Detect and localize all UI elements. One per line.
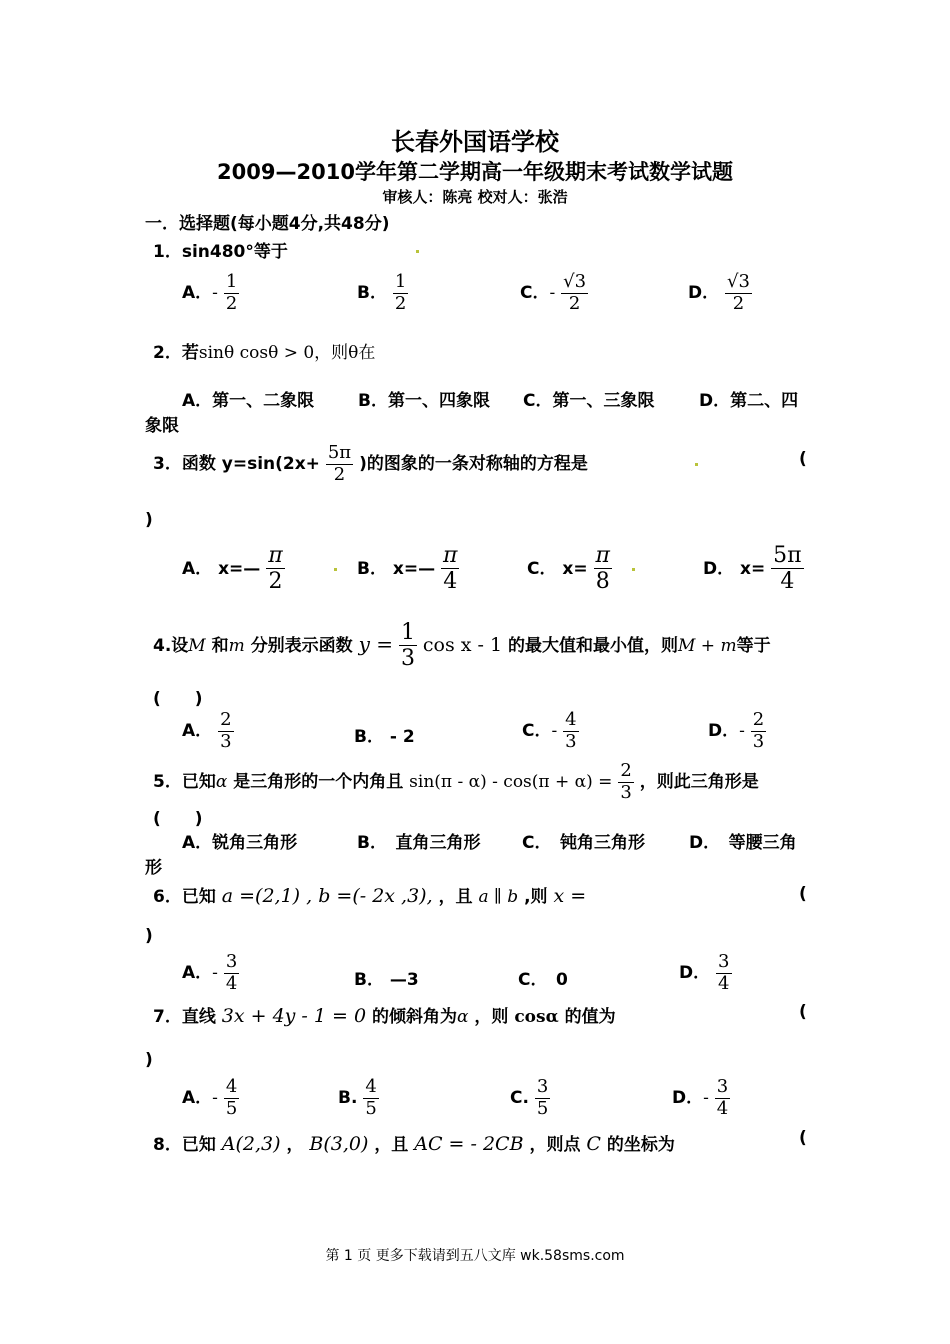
speck-mark (334, 568, 337, 571)
q1-option-a: A．- $\frac{1}{2}$ (182, 271, 238, 314)
q3-paren-open: ( (799, 449, 807, 469)
q3-option-a: A． x=— $\frac{\pi}{2}$ (182, 543, 283, 595)
q5-answer-blank: ( ) (153, 809, 203, 829)
q7-option-d: D．- $\frac{3}{4}$ (672, 1076, 729, 1119)
question-8-stem: 8．已知 A(2,3) ， B(3,0) ，且 AC = - 2CB ，则点 C 的坐标为 (153, 1133, 675, 1155)
q6-option-d: D． $\frac{3}{4}$ (679, 951, 730, 994)
q1-option-d: D． $\frac{√3}{2}$ (688, 271, 750, 314)
q4-option-d: D．- $\frac{2}{3}$ (708, 709, 765, 752)
q2-option-a: A．第一、二象限 (182, 391, 315, 411)
speck-mark (632, 568, 635, 571)
q7-paren-close: ) (145, 1050, 153, 1070)
q8-paren-open: ( (799, 1128, 807, 1148)
question-4-stem: 4.设M 和m 分别表示函数 y = $\frac{1}{3}$ cos x - 1 的最大值和最小值，则M + m等于 (153, 620, 771, 672)
page-footer: 第 1 页 更多下载请到五八文库 wk.58sms.com (325, 1248, 625, 1264)
section-heading: 一．选择题(每小题4分,共48分) (145, 214, 390, 234)
speck-mark (695, 463, 698, 466)
q5-option-b: B． 直角三角形 (357, 833, 481, 853)
question-5-stem: 5．已知α 是三角形的一个内角且 sin(π - α) - cos(π + α) = $\frac{2}{3}$ ，则此三角形是 (153, 760, 759, 803)
q4-option-a: A． $\frac{2}{3}$ (182, 709, 232, 752)
q2-option-d: D．第二、四 (699, 391, 799, 411)
q3-option-c: C． x= $\frac{\pi}{8}$ (527, 543, 610, 595)
q4-option-c: C．- $\frac{4}{3}$ (522, 709, 577, 752)
speck-mark (416, 250, 419, 253)
question-3-stem: 3．函数 y=sin(2x+ $\frac{5\pi}{2}$ )的图象的一条对称轴的方程是 (153, 442, 588, 485)
school-name: 长春外国语学校 (391, 128, 559, 156)
q4-answer-blank: ( ) (153, 689, 203, 709)
q3-paren-close: ) (145, 510, 153, 530)
q2-wrap-text: 象限 (145, 416, 179, 436)
q5-wrap-text: 形 (145, 858, 162, 878)
q7-option-a: A．- $\frac{4}{5}$ (182, 1076, 238, 1119)
q1-option-c: C．- $\frac{√3}{2}$ (520, 271, 587, 314)
q2-option-b: B．第一、四象限 (358, 391, 490, 411)
q6-paren-close: ) (145, 926, 153, 946)
q7-option-c: C. $\frac{3}{5}$ (510, 1076, 549, 1119)
q5-option-a: A．锐角三角形 (182, 833, 298, 853)
q6-option-a: A．- $\frac{3}{4}$ (182, 951, 238, 994)
q5-option-c: C． 钝角三角形 (522, 833, 645, 853)
question-2-stem: 2．若sinθ cosθ > 0，则θ在 (153, 343, 376, 363)
question-6-stem: 6．已知 a =(2,1) , b =(- 2x ,3), ，且 a ∥ b ,则 x = (153, 885, 587, 907)
q7-option-b: B. $\frac{4}{5}$ (338, 1076, 377, 1119)
q6-option-b: B． —3 (354, 970, 419, 990)
question-7-stem: 7．直线 3x + 4y - 1 = 0 的倾斜角为α ，则 cosα 的值为 (153, 1005, 616, 1027)
q2-option-c: C．第一、三象限 (523, 391, 655, 411)
q1-option-b: B． $\frac{1}{2}$ (357, 271, 407, 314)
q3-option-b: B． x=— $\frac{\pi}{4}$ (357, 543, 458, 595)
q4-option-b: B． - 2 (354, 727, 415, 747)
q3-option-d: D． x= $\frac{5\pi}{4}$ (703, 543, 802, 595)
q7-paren-open: ( (799, 1002, 807, 1022)
q6-option-c: C． 0 (518, 970, 568, 990)
exam-title: 2009—2010学年第二学期高一年级期末考试数学试题 (217, 160, 733, 184)
q6-paren-open: ( (799, 884, 807, 904)
q5-option-d: D． 等腰三角 (689, 833, 797, 853)
question-1-stem: 1．sin480°等于 (153, 242, 288, 262)
reviewers-line: 审核人：陈亮 校对人：张浩 (382, 188, 568, 206)
